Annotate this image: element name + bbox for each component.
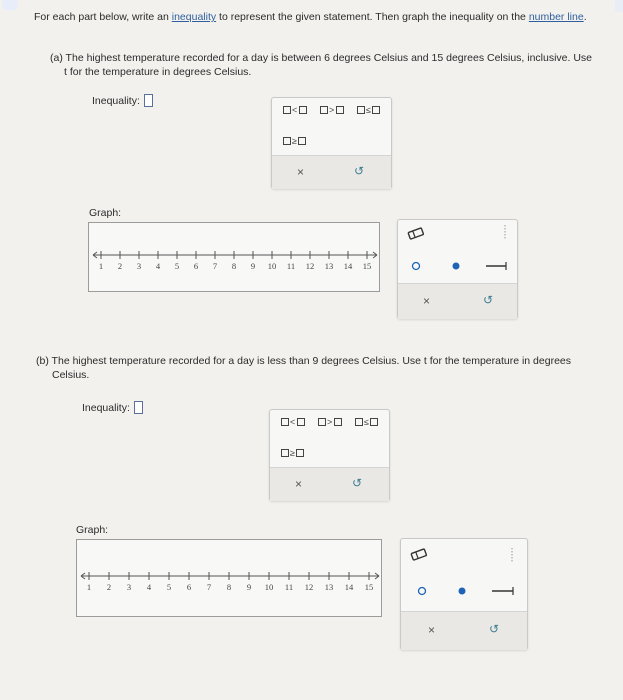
graph-a-area[interactable]: [88, 222, 380, 292]
less-equal-button[interactable]: ≤: [354, 417, 379, 427]
question-b-text: (b) The highest temperature recorded for a day is less than 9 degrees Celsius. Use t for the temperature in degrees Celsius.: [36, 355, 572, 381]
edge-tab[interactable]: [615, 0, 623, 12]
graph-b-label: Graph:: [76, 524, 109, 536]
eraser-icon[interactable]: [409, 547, 429, 563]
tick-label: 14: [343, 261, 353, 271]
number-line-b[interactable]: [77, 540, 381, 616]
inequality-a-label: Inequality:: [92, 94, 140, 107]
collapse-chevron-icon[interactable]: [2, 0, 18, 10]
number-line-link[interactable]: number line: [528, 11, 584, 23]
less-equal-button[interactable]: ≤: [356, 105, 381, 115]
question-a-text: (a) The highest temperature recorded for a day is between 6 degrees Celsius and 15 degrees Celsius, inclusive. Use t for the temperature in degrees Celsius.: [50, 52, 593, 78]
less-than-button[interactable]: <: [282, 105, 308, 115]
greater-equal-button[interactable]: ≥: [282, 136, 307, 146]
tick-label: 3: [136, 261, 142, 271]
tick-label: 9: [250, 261, 256, 271]
graph-b-undo-button[interactable]: ↺: [489, 622, 500, 636]
graph-tools-b-actions: [401, 611, 527, 650]
graph-tools-a: [397, 219, 518, 319]
tick-label: 2: [117, 261, 123, 271]
inequality-b-input[interactable]: [134, 401, 143, 414]
open-circle-icon[interactable]: [416, 585, 428, 597]
tick-label: 8: [226, 582, 232, 592]
clear-button[interactable]: ×: [297, 165, 305, 179]
graph-a-undo-button[interactable]: ↺: [483, 293, 494, 307]
closed-circle-icon[interactable]: [456, 585, 468, 597]
tick-label: 11: [286, 261, 296, 271]
tick-label: 13: [324, 261, 334, 271]
tick-label: 12: [304, 582, 314, 592]
tick-label: 6: [193, 261, 199, 271]
number-line-a[interactable]: [89, 223, 379, 291]
eraser-icon[interactable]: [406, 226, 426, 242]
tick-label: 10: [264, 582, 274, 592]
tick-label: 5: [174, 261, 180, 271]
tick-label: 1: [98, 261, 104, 271]
tick-label: 6: [186, 582, 192, 592]
inequality-b-label: Inequality:: [82, 401, 130, 414]
tick-label: 9: [246, 582, 252, 592]
segment-icon[interactable]: [489, 585, 517, 597]
clear-button[interactable]: ×: [295, 477, 303, 491]
symbol-palette-a: [271, 97, 392, 189]
tick-label: 5: [166, 582, 172, 592]
palette-a-actions: [272, 155, 391, 189]
graph-b-area[interactable]: [76, 539, 382, 617]
greater-than-button[interactable]: >: [319, 105, 345, 115]
tick-label: 1: [86, 582, 92, 592]
tick-label: 13: [324, 582, 334, 592]
ray-marker-icon[interactable]: [498, 222, 512, 242]
tick-label: 15: [362, 261, 372, 271]
tick-label: 4: [146, 582, 152, 592]
number-line-a-marks: [93, 251, 377, 271]
tick-label: 7: [212, 261, 218, 271]
inequality-link[interactable]: inequality: [171, 11, 217, 23]
undo-button[interactable]: ↺: [352, 476, 363, 490]
graph-tools-b: [400, 538, 528, 650]
undo-button[interactable]: ↺: [354, 164, 365, 178]
tick-label: 7: [206, 582, 212, 592]
tick-label: 14: [344, 582, 354, 592]
palette-b-actions: [270, 467, 389, 501]
open-circle-icon[interactable]: [410, 260, 422, 272]
greater-equal-button[interactable]: ≥: [280, 448, 305, 458]
closed-circle-icon[interactable]: [450, 260, 462, 272]
tick-label: 15: [364, 582, 374, 592]
ray-marker-icon[interactable]: [505, 545, 519, 565]
graph-a-clear-button[interactable]: ×: [423, 294, 431, 308]
tick-label: 10: [267, 261, 277, 271]
instructions-text-2: to represent the given statement. Then graph the inequality on the: [216, 11, 529, 23]
tick-label: 12: [305, 261, 315, 271]
number-line-b-marks: [81, 572, 379, 592]
instructions-text-1: For each part below, write an: [34, 11, 172, 23]
tick-label: 4: [155, 261, 161, 271]
graph-b-clear-button[interactable]: ×: [428, 623, 436, 637]
graph-tools-a-actions: [398, 283, 517, 319]
greater-than-button[interactable]: >: [317, 417, 343, 427]
instructions-text-3: .: [583, 11, 587, 23]
tick-label: 8: [231, 261, 237, 271]
tick-label: 3: [126, 582, 132, 592]
segment-icon[interactable]: [483, 260, 509, 272]
tick-label: 11: [284, 582, 294, 592]
less-than-button[interactable]: <: [280, 417, 306, 427]
inequality-a: [92, 94, 153, 107]
graph-a-label: Graph:: [89, 207, 122, 219]
symbol-palette-b: [269, 409, 390, 501]
tick-label: 2: [106, 582, 112, 592]
inequality-b: [82, 401, 143, 414]
inequality-a-input[interactable]: [144, 94, 153, 107]
instructions: [34, 10, 594, 24]
